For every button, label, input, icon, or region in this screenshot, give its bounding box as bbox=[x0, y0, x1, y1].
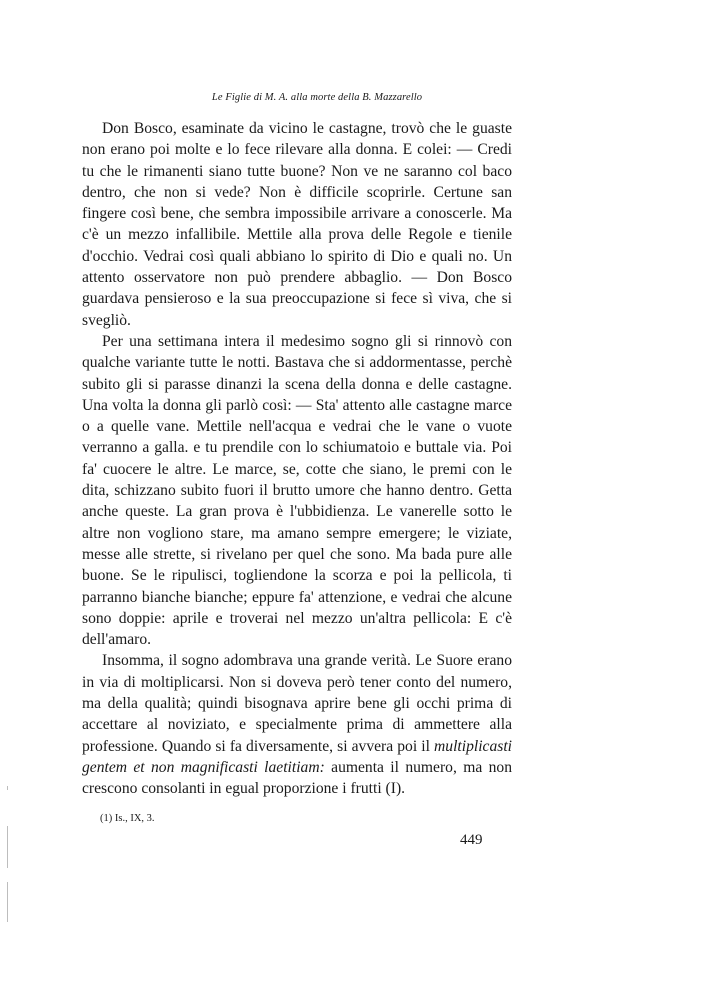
page-number: 449 bbox=[460, 832, 483, 848]
paragraph-3 bbox=[82, 650, 512, 799]
paragraph-3-text-after: aumenta il numero, ma non crescono consolanti in egual proporzione i frutti (I). bbox=[82, 758, 512, 798]
latin-quote: multiplicasti gentem et non magnificasti laetitiam: bbox=[82, 737, 512, 776]
scan-margin-mark bbox=[7, 882, 8, 922]
paragraph-3-text-before: Insomma, il sogno adombrava una grande verità. Le Suore erano in via di moltiplicarsi. Non si doveva però tener conto del numero, ma della qualità; quindi bisognava aprire bene gli occhi prima di accettare al noviziato, e specialmente prima di ammettere alla professione. Quando si fa diversamente, si avvera poi il bbox=[82, 652, 512, 755]
running-head: Le Figlie di M. A. alla morte della B. Mazzarello bbox=[211, 92, 423, 103]
footnote: (1) Is., IX, 3. bbox=[100, 813, 155, 824]
body-text bbox=[82, 118, 512, 800]
paragraph-2: Per una settimana intera il medesimo sogno gli si rinnovò con qualche variante tutte le notti. Bastava che si addormentasse, perchè subito gli si parasse dinanzi la scena della donna e delle castagne. Una volta la donna gli parlò così: — Sta' attento alle castagne marce o a quelle vane. Mettile nell'acqua e vedrai che le vane o vuote verranno a galla. e tu prendile con lo schiumatoio e buttale via. Poi fa' cuocere le altre. Le marce, se, cotte che siano, le premi con le dita, schizzano subito fuori il brutto umore che hanno dentro. Getta anche queste. La gran prova è l'ubbidienza. Le vanerelle sotto le altre non vogliono stare, ma amano sempre emergere; le viziate, messe alle strette, si rivelano per quel che sono. Ma bada pure alle buone. Se le ripulisci, togliendone la scorza e poi la pellicola, ti parranno bianche bianche; eppure fa' attenzione, e vedrai che alcune sono doppie: aprile e troverai nel mezzo un'altra pellicola: E c'è dell'amaro. bbox=[82, 332, 512, 649]
paragraph-1: Don Bosco, esaminate da vicino le castagne, trovò che le guaste non erano poi molte e lo fece rilevare alla donna. E colei: — Credi tu che le rimanenti siano tutte buone? Non ve ne saranno col baco dentro, che non si vede? Non è difficile scoprirle. Certune san fingere così bene, che sembra impossibile arrivare a conoscerle. Ma c'è un mezzo infallibile. Mettile alla prova delle Regole e tienile d'occhio. Vedrai così quali abbiano lo spirito di Dio e quali no. Un attento osservatore non può prendere abbaglio. — Don Bosco guardava pensieroso e la sua preoccupazione si fece sì viva, che si svegliò. bbox=[82, 120, 512, 329]
scan-margin-mark bbox=[7, 786, 8, 790]
scan-margin-mark bbox=[7, 826, 8, 868]
